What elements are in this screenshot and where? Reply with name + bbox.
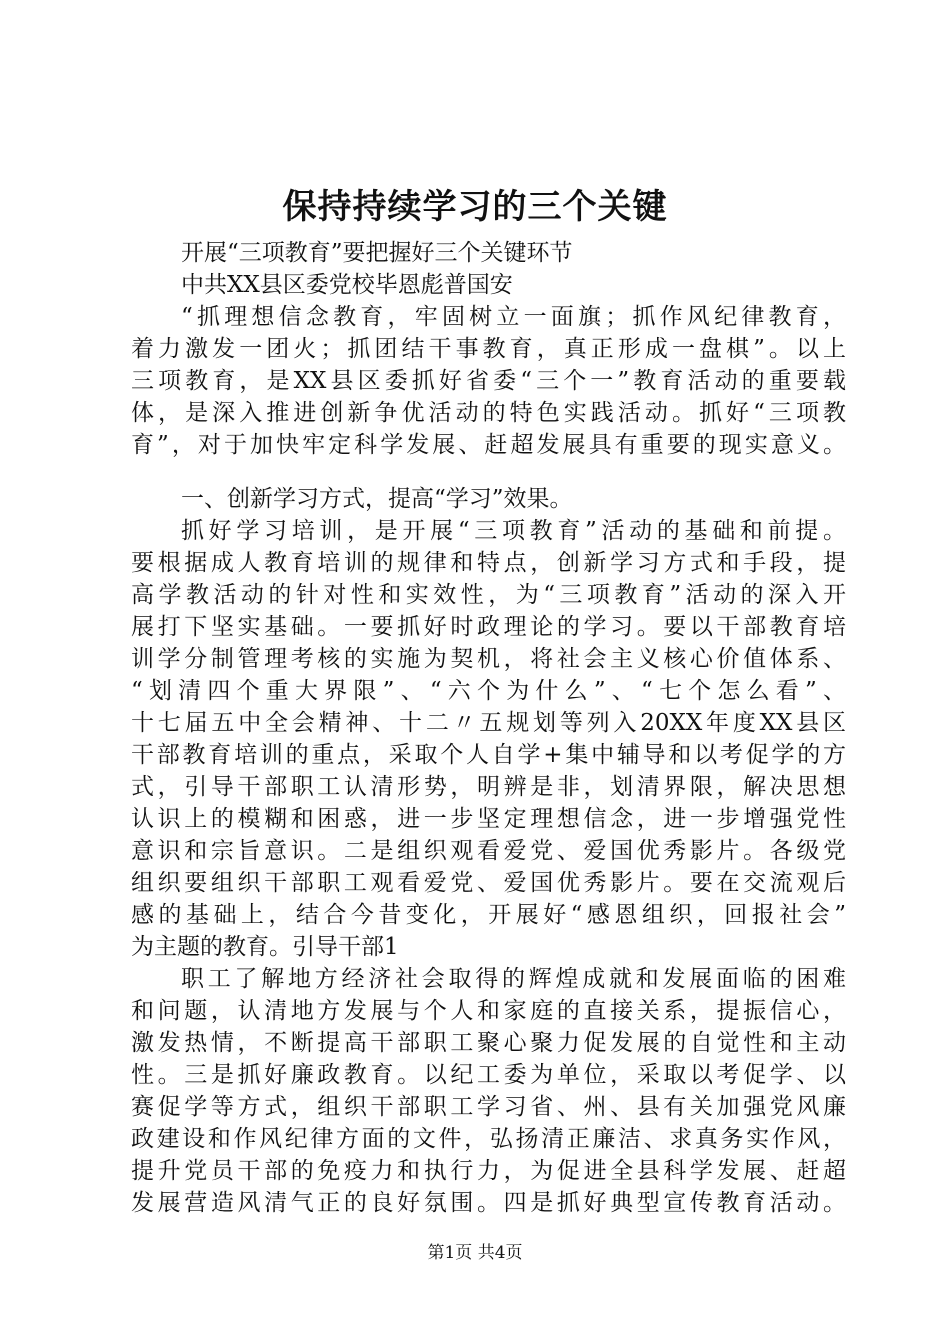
body-line: 感的基础上，结合今昔变化，开展好“感恩组织，回报社会”: [131, 902, 846, 928]
body-line: 式，引导干部职工认清形势，明辨是非，划清界限，解决思想: [131, 774, 846, 800]
body-line: 抓好学习培训，是开展“三项教育”活动的基础和前提。: [181, 518, 846, 544]
body-line: “划清四个重大界限”、“六个为什么”、“七个怎么看”、: [131, 678, 846, 704]
document-title: 保持持续学习的三个关键: [282, 187, 668, 227]
body-line: 十七届五中全会精神、十二〃五规划等列入20XX年度XX县区: [131, 710, 846, 736]
section-heading: 一、创新学习方式，提高“学习”效果。: [181, 486, 573, 512]
body-line: 为主题的教育。引导干部1: [131, 934, 399, 960]
author-line: 中共XX县区委党校毕恩彪普国安: [181, 272, 513, 298]
body-line: 体，是深入推进创新争优活动的特色实践活动。抓好“三项教: [131, 400, 846, 426]
body-line: 提升党员干部的免疫力和执行力，为促进全县科学发展、赶超: [131, 1158, 846, 1184]
page-number: 第1页 共4页: [427, 1243, 523, 1263]
body-line: 职工了解地方经济社会取得的辉煌成就和发展面临的困难: [181, 966, 846, 992]
body-line: 性。三是抓好廉政教育。以纪工委为单位，采取以考促学、以: [131, 1062, 846, 1088]
body-line: 激发热情，不断提高干部职工聚心聚力促发展的自觉性和主动: [131, 1030, 846, 1056]
body-line: 赛促学等方式，组织干部职工学习省、州、县有关加强党风廉: [131, 1094, 846, 1120]
body-line: 三项教育，是XX县区委抓好省委“三个一”教育活动的重要载: [131, 368, 846, 394]
subtitle-line: 开展“三项教育”要把握好三个关键环节: [181, 240, 573, 266]
body-line: 和问题，认清地方发展与个人和家庭的直接关系，提振信心，: [131, 998, 846, 1024]
body-line: 组织要组织干部职工观看爱党、爱国优秀影片。要在交流观后: [131, 870, 846, 896]
body-line: 意识和宗旨意识。二是组织观看爱党、爱国优秀影片。各级党: [131, 838, 846, 864]
body-line: 高学教活动的针对性和实效性，为“三项教育”活动的深入开: [131, 582, 846, 608]
body-line: “抓理想信念教育，牢固树立一面旗；抓作风纪律教育，: [181, 304, 846, 330]
body-line: 认识上的模糊和困惑，进一步坚定理想信念，进一步增强党性: [131, 806, 846, 832]
body-line: 发展营造风清气正的良好氛围。四是抓好典型宣传教育活动。: [131, 1190, 846, 1216]
body-line: 训学分制管理考核的实施为契机，将社会主义核心价值体系、: [131, 646, 846, 672]
body-line: 育”，对于加快牢定科学发展、赶超发展具有重要的现实意义。: [131, 432, 846, 458]
body-line: 干部教育培训的重点，采取个人自学+集中辅导和以考促学的方: [131, 742, 846, 768]
body-line: 展打下坚实基础。一要抓好时政理论的学习。要以干部教育培: [131, 614, 846, 640]
body-line: 要根据成人教育培训的规律和特点，创新学习方式和手段，提: [131, 550, 846, 576]
body-line: 着力激发一团火；抓团结干事教育，真正形成一盘棋”。以上: [131, 336, 846, 362]
body-line: 政建设和作风纪律方面的文件，弘扬清正廉洁、求真务实作风，: [131, 1126, 846, 1152]
